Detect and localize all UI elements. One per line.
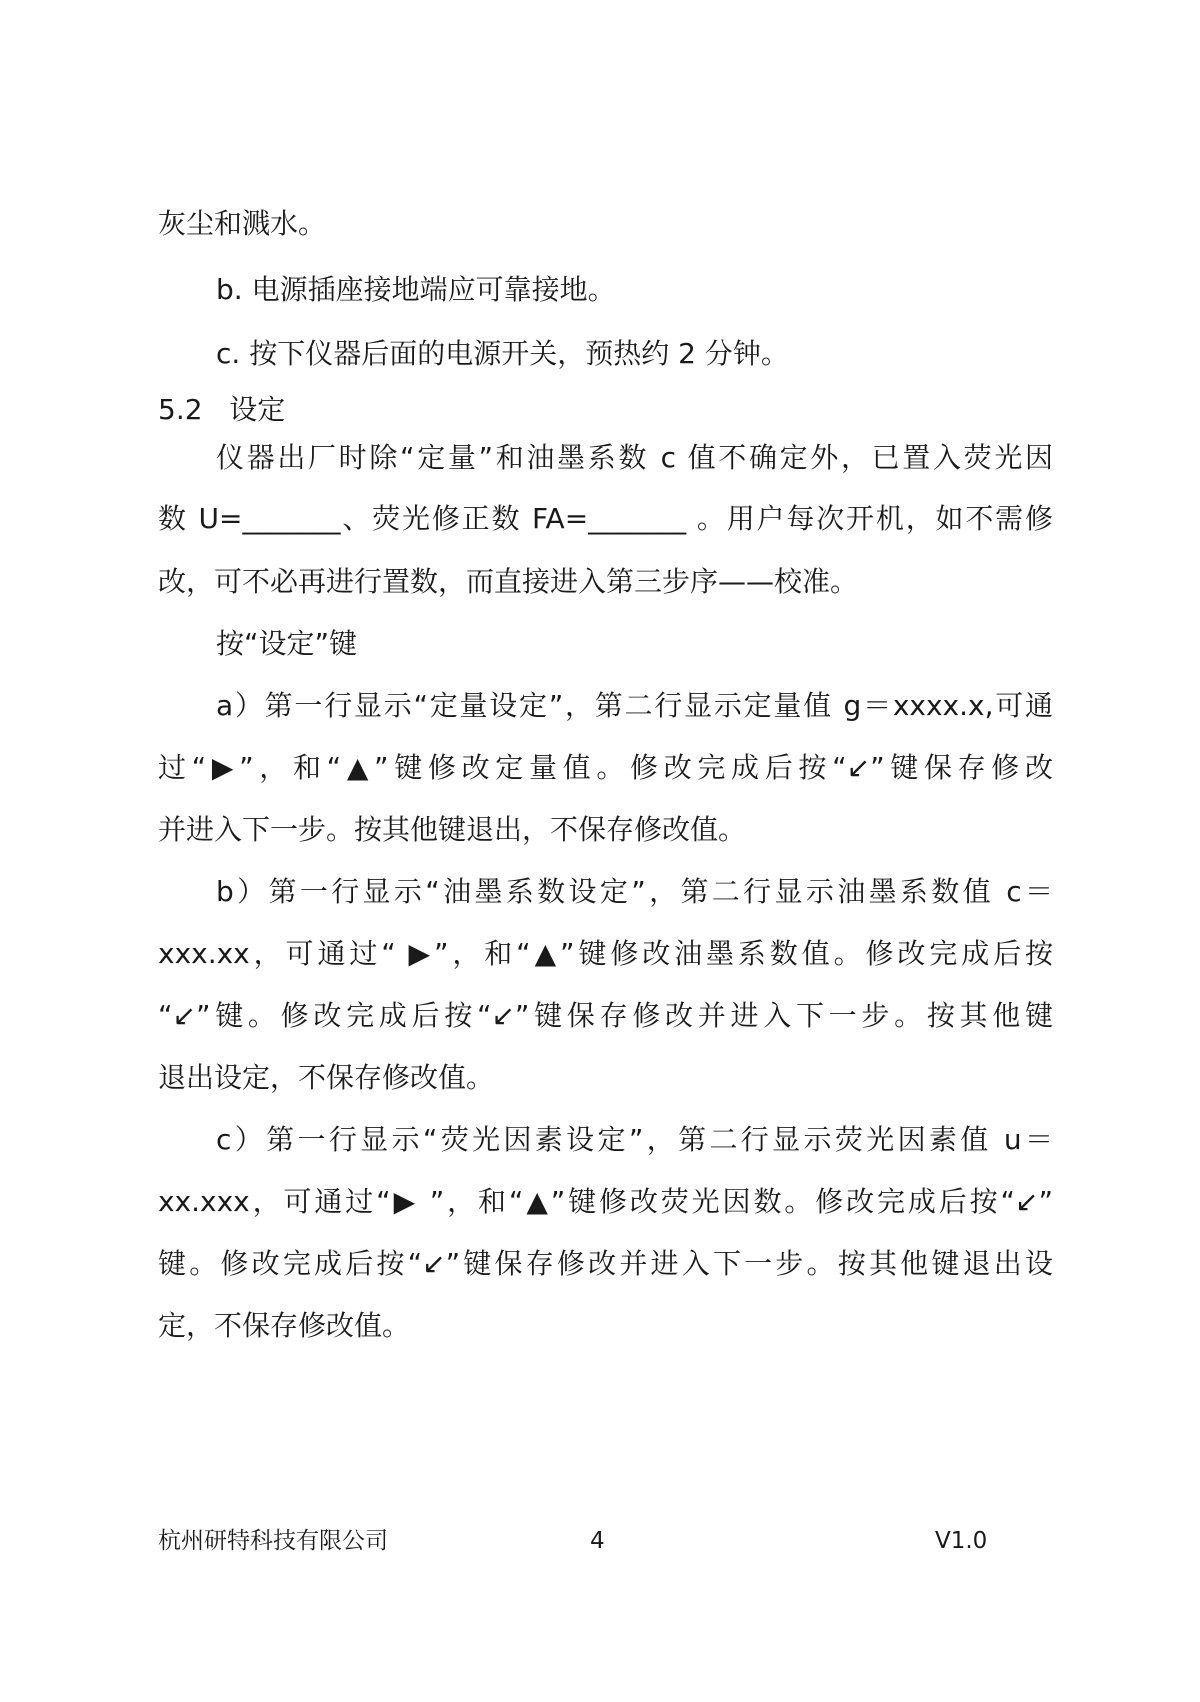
paragraph-line: 数 U=_______、荧光修正数 FA=_______ 。用户每次开机，如不需修 bbox=[158, 502, 1053, 535]
paragraph-line: 定，不保存修改值。 bbox=[158, 1309, 411, 1342]
paragraph-line: xxx.xx，可通过“ ▶”，和“▲”键修改油墨系数值。修改完成后按 bbox=[158, 937, 1053, 970]
paragraph-line: 退出设定，不保存修改值。 bbox=[158, 1061, 495, 1094]
paragraph-line: 改，可不必再进行置数，而直接进入第三步序——校准。 bbox=[158, 565, 859, 598]
paragraph-line: a）第一行显示“定量设定”，第二行显示定量值 g＝xxxx.x,可通 bbox=[216, 689, 1053, 722]
list-item-c: c. 按下仪器后面的电源开关，预热约 2 分钟。 bbox=[216, 337, 789, 370]
footer-version: V1.0 bbox=[935, 1528, 988, 1554]
section-heading: 5.2 设定 bbox=[158, 393, 286, 426]
paragraph-line: 键。修改完成后按“↙”键保存修改并进入下一步。按其他键退出设 bbox=[158, 1247, 1053, 1280]
text-line: 灰尘和溅水。 bbox=[158, 207, 327, 240]
paragraph-line: 按“设定”键 bbox=[216, 627, 358, 660]
paragraph-line: xx.xxx，可通过“▶ ”，和“▲”键修改荧光因数。修改完成后按“↙” bbox=[158, 1185, 1053, 1218]
paragraph-line: b）第一行显示“油墨系数设定”，第二行显示油墨系数值 c＝ bbox=[216, 875, 1053, 908]
footer-page-number: 4 bbox=[590, 1528, 605, 1554]
list-item-b: b. 电源插座接地端应可靠接地。 bbox=[216, 273, 616, 306]
footer-company: 杭州研特科技有限公司 bbox=[158, 1528, 388, 1554]
paragraph-line: c）第一行显示“荧光因素设定”，第二行显示荧光因素值 u＝ bbox=[216, 1123, 1053, 1156]
paragraph-line: “↙”键。修改完成后按“↙”键保存修改并进入下一步。按其他键 bbox=[158, 999, 1053, 1032]
paragraph-line: 仪器出厂时除“定量”和油墨系数 c 值不确定外，已置入荧光因 bbox=[216, 441, 1053, 474]
paragraph-line: 并进入下一步。按其他键退出，不保存修改值。 bbox=[158, 813, 747, 846]
paragraph-line: 过“▶”，和“▲”键修改定量值。修改完成后按“↙”键保存修改 bbox=[158, 751, 1053, 784]
